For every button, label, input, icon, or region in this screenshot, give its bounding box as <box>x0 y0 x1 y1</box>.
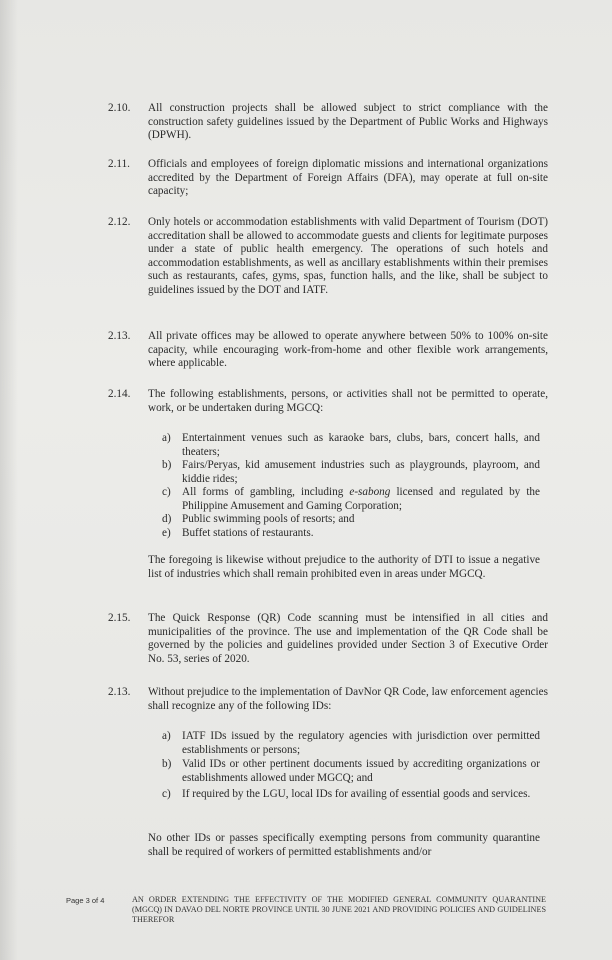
list-text: IATF IDs issued by the regulatory agencies with jurisdiction over permitted establishments or persons; <box>182 730 540 756</box>
section-number: 2.13. <box>108 330 131 342</box>
section-2-15 <box>108 612 548 666</box>
list-item <box>162 788 540 802</box>
list-text <box>182 486 540 513</box>
section-number: 2.10. <box>108 102 131 114</box>
list-item <box>162 758 540 785</box>
section-text: Only hotels or accommodation establishments with valid Department of Tourism (DOT) accreditation shall be allowed to accommodate guests and clients for legitimate purposes under a state of public health emergency. The operations of such hotels and accommodation establishments, as well as ancillary establishments within their premises such as restaurants, cafes, gyms, spas, function halls, and the like, shall be subject to guidelines issued by the DOT and IATF. <box>148 216 548 296</box>
list-letter: a) <box>162 730 171 742</box>
list-letter: b) <box>162 459 172 471</box>
list-item <box>162 486 540 513</box>
list-text-part: All forms of gambling, including <box>182 486 350 498</box>
section-number: 2.11. <box>108 158 130 170</box>
list-text-italic: e-sabong <box>349 486 391 498</box>
section-2-13-ids <box>108 686 548 713</box>
section-text: Officials and employees of foreign diplomatic missions and international organizations accredited by the Department of Foreign Affairs (DFA), may operate at full on-site capacity; <box>148 158 548 198</box>
list-letter: a) <box>162 432 171 444</box>
section-2-11 <box>108 158 548 199</box>
list-text: Entertainment venues such as karaoke bars, clubs, bars, concert halls, and theaters; <box>182 432 540 458</box>
page-number: Page 3 of 4 <box>66 896 105 905</box>
list-text: Buffet stations of restaurants. <box>182 527 314 539</box>
section-text: All construction projects shall be allowed subject to strict compliance with the construction safety guidelines issued by the Department of Public Works and Highways (DPWH). <box>148 102 548 142</box>
page-shadow <box>0 0 18 960</box>
list-letter: c) <box>162 788 171 800</box>
section-text: The Quick Response (QR) Code scanning must be intensified in all cities and municipalities of the province. The use and implementation of the QR Code shall be governed by the policies and guidelines provided under Section 3 of Executive Order No. 53, series of 2020. <box>148 612 548 665</box>
list-text: If required by the LGU, local IDs for availing of essential goods and services. <box>182 788 531 800</box>
list-item <box>162 730 540 757</box>
section-text: The following establishments, persons, or activities shall not be permitted to operate, work, or be undertaken during MGCQ: <box>148 388 548 414</box>
list-item <box>162 459 540 486</box>
list-letter: e) <box>162 527 171 539</box>
section-text: Without prejudice to the implementation of DavNor QR Code, law enforcement agencies shall recognize any of the following IDs: <box>148 686 548 712</box>
list-item <box>162 513 540 527</box>
section-number: 2.14. <box>108 388 131 400</box>
list-text: Fairs/Peryas, kid amusement industries such as playgrounds, playroom, and kiddie rides; <box>182 459 540 485</box>
section-number: 2.15. <box>108 612 131 624</box>
section-2-10 <box>108 102 548 143</box>
list-text: Valid IDs or other pertinent documents issued by accrediting organizations or establishments allowed under MGCQ; and <box>182 758 540 784</box>
list-item <box>162 432 540 459</box>
list-item <box>162 527 540 541</box>
list-letter: c) <box>162 486 171 498</box>
list-letter: b) <box>162 758 172 770</box>
section-text: All private offices may be allowed to operate anywhere between 50% to 100% on-site capacity, while encouraging work-from-home and other flexible work arrangements, where applicable. <box>148 330 548 370</box>
list-text-part: licensed and regulated by the Philippine Amusement and Gaming Corporation; <box>182 486 540 512</box>
paragraph-ids-note: No other IDs or passes specifically exempting persons from community quarantine shall be required of workers of permitted establishments and/or <box>148 832 540 858</box>
section-2-12 <box>108 216 548 298</box>
list-text: Public swimming pools of resorts; and <box>182 513 355 525</box>
section-2-13 <box>108 330 548 371</box>
section-number: 2.13. <box>108 686 131 698</box>
section-2-14 <box>108 388 548 415</box>
paragraph-214-note: The foregoing is likewise without prejudice to the authority of DTI to issue a negative list of industries which shall remain prohibited even in areas under MGCQ. <box>148 554 540 580</box>
section-number: 2.12. <box>108 216 131 228</box>
footer-order-title: AN ORDER EXTENDING THE EFFECTIVITY OF THE MODIFIED GENERAL COMMUNITY QUARANTINE (MGCQ) IN DAVAO DEL NORTE PROVINCE UNTIL 30 JUNE 2021 AND PROVIDING POLICIES AND GUIDELINES THEREFOR <box>132 895 546 924</box>
list-letter: d) <box>162 513 172 525</box>
